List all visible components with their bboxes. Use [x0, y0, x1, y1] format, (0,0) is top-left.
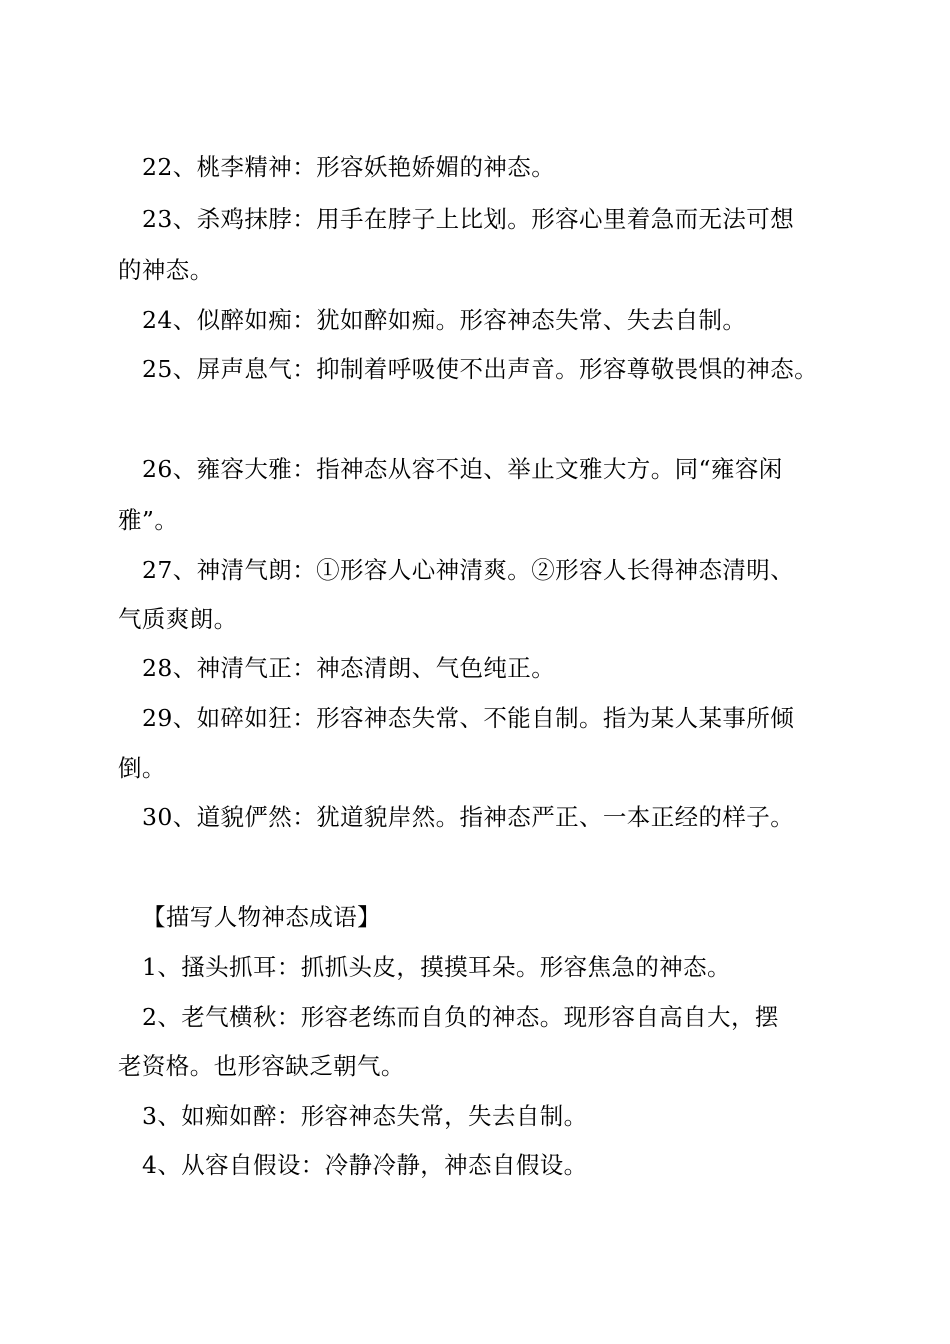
- entry-29-continuation: 倒。: [118, 754, 166, 782]
- entry-1: 1、搔头抓耳：抓抓头皮，摸摸耳朵。形容焦急的神态。: [142, 953, 731, 981]
- entry-23-continuation: 的神态。: [118, 256, 214, 284]
- entry-4: 4、从容自假设：冷静冷静，神态自假设。: [142, 1151, 588, 1179]
- entry-28: 28、神清气正：神态清朗、气色纯正。: [142, 654, 556, 682]
- entry-27-continuation: 气质爽朗。: [118, 605, 238, 633]
- entry-26-continuation: 雅”。: [118, 506, 179, 534]
- entry-29: 29、如碎如狂：形容神态失常、不能自制。指为某人某事所倾: [142, 704, 795, 732]
- entry-26: 26、雍容大雅：指神态从容不迫、举止文雅大方。同“雍容闲: [142, 455, 783, 483]
- entry-2-continuation: 老资格。也形容缺乏朝气。: [118, 1052, 405, 1080]
- entry-3: 3、如痴如醉：形容神态失常，失去自制。: [142, 1102, 588, 1130]
- section-heading: 【描写人物神态成语】: [142, 903, 381, 931]
- entry-30: 30、道貌俨然：犹道貌岸然。指神态严正、一本正经的样子。: [142, 803, 795, 831]
- entry-2: 2、老气横秋：形容老练而自负的神态。现形容自高自大，摆: [142, 1003, 779, 1031]
- entry-24: 24、似醉如痴：犹如醉如痴。形容神态失常、失去自制。: [142, 306, 747, 334]
- entry-22: 22、桃李精神：形容妖艳娇媚的神态。: [142, 153, 556, 181]
- entry-25: 25、屏声息气：抑制着呼吸使不出声音。形容尊敬畏惧的神态。: [142, 355, 819, 383]
- entry-23: 23、杀鸡抹脖：用手在脖子上比划。形容心里着急而无法可想: [142, 205, 795, 233]
- entry-27: 27、神清气朗：①形容人心神清爽。②形容人长得神态清明、: [142, 556, 795, 584]
